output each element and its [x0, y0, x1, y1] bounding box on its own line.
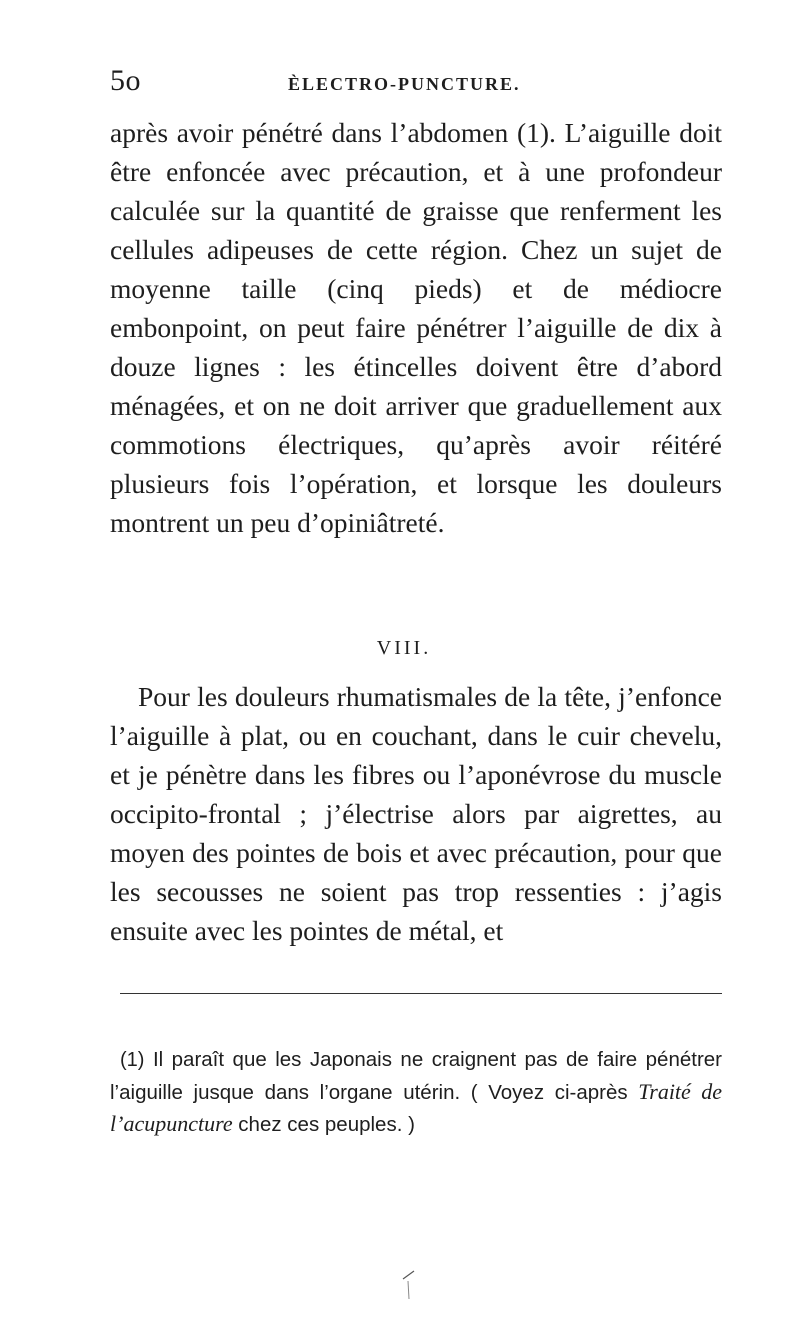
page-header — [110, 64, 710, 104]
section-number: VIII. — [376, 637, 432, 659]
paragraph-text: Pour les douleurs rhumatismales de la tête, j’enfonce l’aiguille à plat, ou en couchant, dans le cuir chevelu, et je pénètre dans les fibres ou l’aponévrose du muscle occipito-frontal ; j’électrise alors par aigrettes, au moyen des pointes de bois et avec précaution, pour que les secousses ne soient pas trop ressenties : j’agis ensuite avec les pointes de métal, et — [110, 681, 722, 946]
footnote-text-end: chez ces peuples. ) — [238, 1113, 415, 1136]
footnote-divider — [120, 993, 722, 994]
footnote-book-title: Traité de l’acupuncture — [110, 1079, 722, 1136]
footnote — [110, 1044, 722, 1140]
paragraph-continued — [110, 113, 722, 542]
paragraph-section-viii — [110, 677, 722, 950]
footnote-text: Il paraît que les Japonais ne craignent pas de faire pénétrer l’aiguille jusque dans l’organe utérin. ( Voyez ci-après — [110, 1048, 722, 1104]
ink-mark — [400, 1265, 422, 1305]
paragraph-text: après avoir pénétré dans l’abdomen (1). L’aiguille doit être enfoncée avec précaution, et à une profondeur calculée sur la quantité de graisse que renferment les cellules adipeuses de cette région. Chez un sujet de moyenne taille (cinq pieds) et de médiocre embonpoint, on peut faire pénétrer l’aiguille de dix à douze lignes : les étincelles doivent être d’abord ménagées, et on ne doit arriver que graduellement aux commotions électriques, qu’après avoir réitéré plusieurs fois l’opération, et lorsque les douleurs montrent un peu d’opiniâtreté. — [110, 117, 722, 538]
running-title: ÈLECTRO-PUNCTURE. — [288, 74, 521, 94]
footnote-marker: (1) — [120, 1049, 145, 1071]
page-number: 5o — [110, 64, 141, 97]
